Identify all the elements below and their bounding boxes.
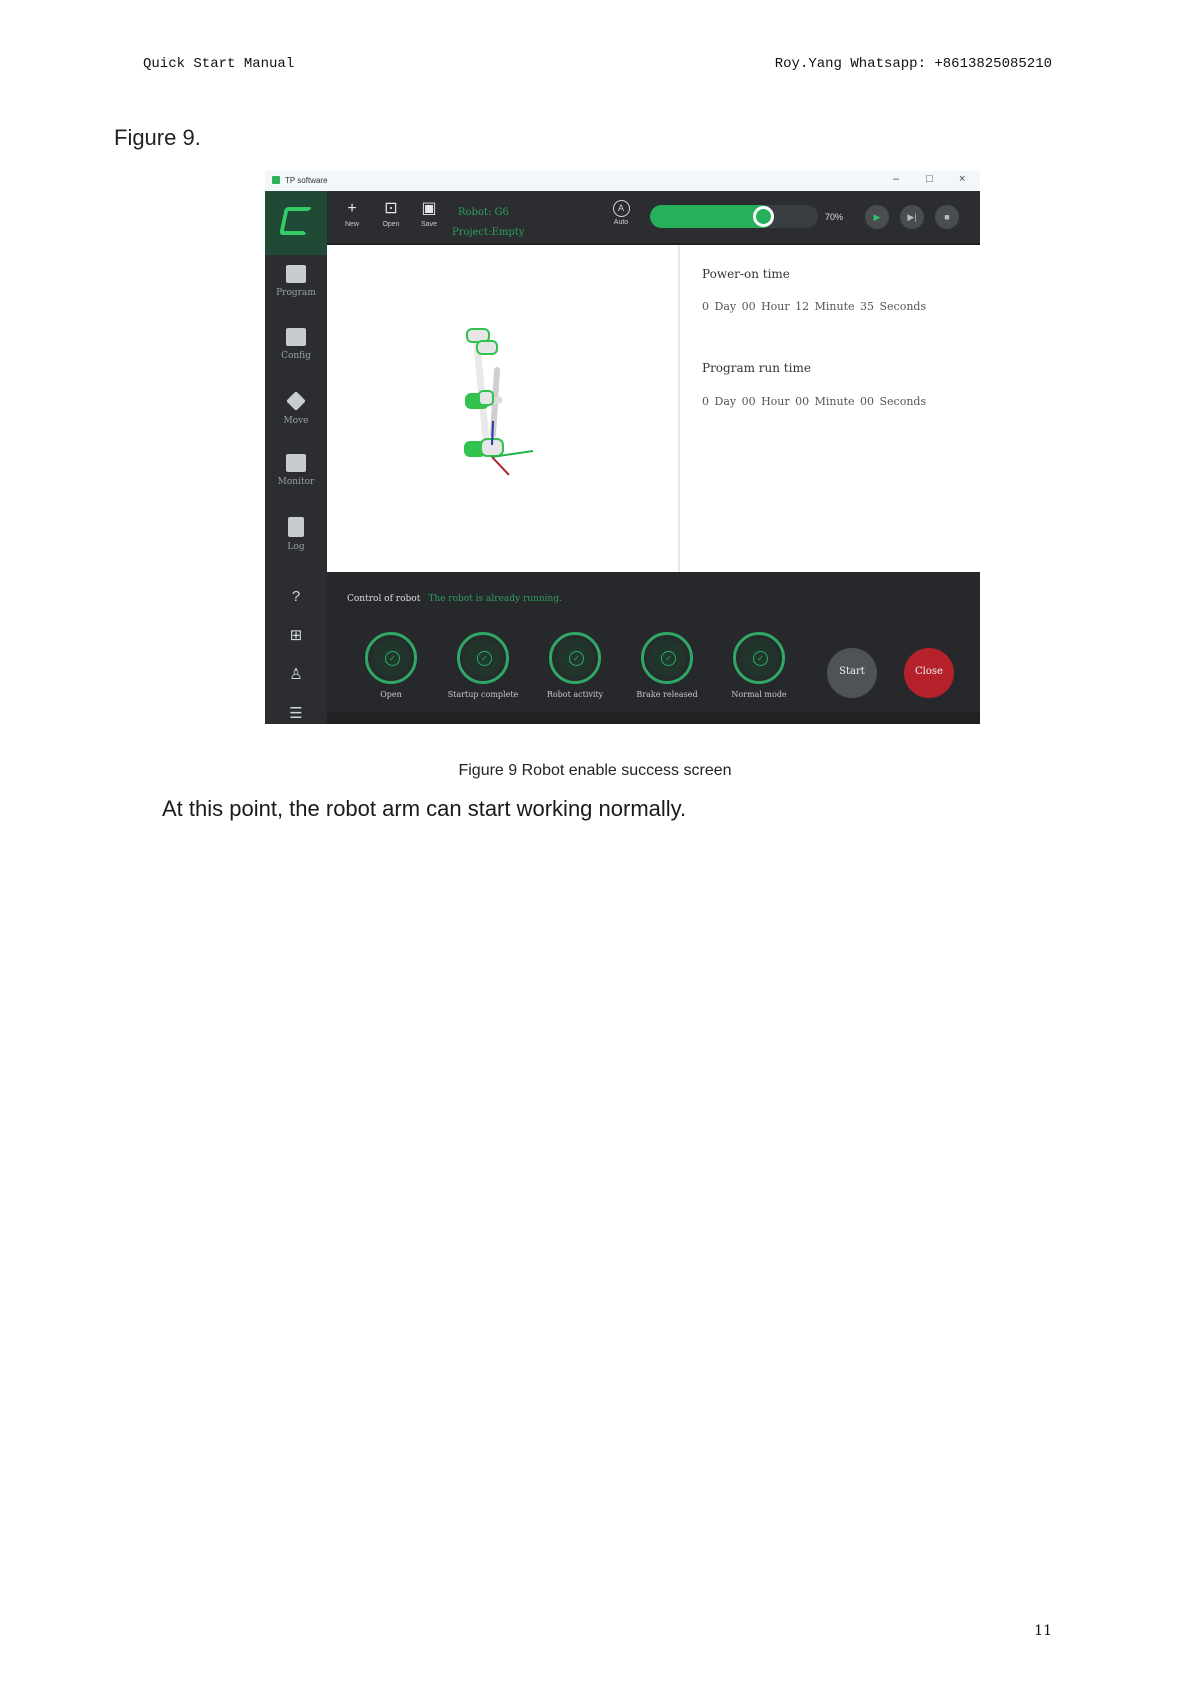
toolbar xyxy=(327,191,980,245)
power-on-title: Power-on time xyxy=(702,267,790,281)
close-window-button[interactable]: × xyxy=(959,173,966,185)
brand-logo xyxy=(265,191,327,255)
control-status-text: The robot is already running. xyxy=(428,594,562,604)
power-on-value: 0 Day 00 Hour 12 Minute 35 Seconds xyxy=(702,300,927,313)
start-button[interactable]: Start xyxy=(827,648,877,698)
project-name: Project:Empty xyxy=(452,227,525,238)
running-header-contact: Roy.Yang Whatsapp: +8613825085210 xyxy=(774,56,1052,72)
check-icon: ✓ xyxy=(569,651,584,666)
sidebar xyxy=(265,191,327,724)
status-gauge-icon xyxy=(365,632,417,684)
status-open: ✓ Open xyxy=(347,632,435,699)
status-gauge-icon xyxy=(641,632,693,684)
status-robot-activity: ✓ Robot activity xyxy=(531,632,619,699)
control-bottom-strip xyxy=(327,712,980,724)
body-paragraph: At this point, the robot arm can start working normally. xyxy=(162,796,687,821)
status-brake-released: ✓ Brake released xyxy=(623,632,711,699)
sidebar-item-log[interactable]: Log xyxy=(265,511,327,567)
help-icon[interactable]: ? xyxy=(291,588,301,605)
apps-icon[interactable]: ⊞ xyxy=(289,627,303,644)
robot-model: Robot: G6 xyxy=(458,207,509,218)
open-icon: ⊡ xyxy=(384,200,398,217)
status-startup-complete: ✓ Startup complete xyxy=(439,632,527,699)
close-robot-button[interactable]: Close xyxy=(904,648,954,698)
app-logo-icon xyxy=(272,176,280,184)
play-button[interactable]: ▶ xyxy=(865,205,889,229)
check-icon: ✓ xyxy=(661,651,676,666)
maximize-button[interactable]: □ xyxy=(926,173,933,185)
new-button[interactable]: + New xyxy=(337,199,367,228)
auto-mode-button[interactable]: A Auto xyxy=(609,200,633,226)
robot-project-info xyxy=(452,203,524,243)
page-number: 11 xyxy=(1034,1623,1052,1639)
sidebar-item-config[interactable]: Config xyxy=(265,322,327,378)
sidebar-item-program[interactable]: Program xyxy=(265,259,327,315)
speed-slider-handle[interactable] xyxy=(753,206,774,227)
figure-label: Figure 9. xyxy=(114,125,201,150)
speed-value: 70% xyxy=(825,212,844,222)
status-gauge-icon xyxy=(549,632,601,684)
check-icon: ✓ xyxy=(753,651,768,666)
status-normal-mode: ✓ Normal mode xyxy=(715,632,803,699)
user-icon[interactable]: ♙ xyxy=(289,666,303,683)
step-button[interactable]: ▶| xyxy=(900,205,924,229)
status-gauge-icon xyxy=(457,632,509,684)
control-title: Control of robot The robot is already running. xyxy=(347,594,562,604)
status-gauge-icon xyxy=(733,632,785,684)
config-icon xyxy=(286,328,306,346)
robot-control-panel xyxy=(327,572,980,724)
figure-caption: Figure 9 Robot enable success screen xyxy=(458,762,732,779)
check-icon: ✓ xyxy=(477,651,492,666)
sidebar-item-monitor[interactable]: Monitor xyxy=(265,448,327,504)
sidebar-item-move[interactable]: Move xyxy=(265,385,327,441)
menu-icon[interactable]: ☰ xyxy=(289,705,303,722)
running-header-title: Quick Start Manual xyxy=(143,56,295,72)
check-icon: ✓ xyxy=(385,651,400,666)
speed-slider[interactable] xyxy=(650,205,818,228)
monitor-icon xyxy=(286,454,306,472)
window-title: TP software xyxy=(285,176,328,185)
auto-icon: A xyxy=(613,200,630,217)
brand-g-icon xyxy=(279,207,313,235)
program-run-value: 0 Day 00 Hour 00 Minute 00 Seconds xyxy=(702,395,927,408)
save-button[interactable]: ▣ Save xyxy=(414,199,444,228)
runtime-info-panel xyxy=(680,245,980,572)
robot-3d-view[interactable] xyxy=(327,245,678,572)
save-icon: ▣ xyxy=(421,200,437,217)
app-screenshot xyxy=(265,171,980,724)
stop-button[interactable]: ■ xyxy=(935,205,959,229)
minimize-button[interactable]: – xyxy=(893,173,900,185)
program-run-title: Program run time xyxy=(702,361,811,375)
move-icon xyxy=(286,391,306,411)
log-icon xyxy=(288,517,304,537)
plus-icon: + xyxy=(347,200,357,217)
window-titlebar xyxy=(265,171,980,191)
robot-arm-model xyxy=(327,245,678,572)
program-icon xyxy=(286,265,306,283)
open-button[interactable]: ⊡ Open xyxy=(376,199,406,228)
